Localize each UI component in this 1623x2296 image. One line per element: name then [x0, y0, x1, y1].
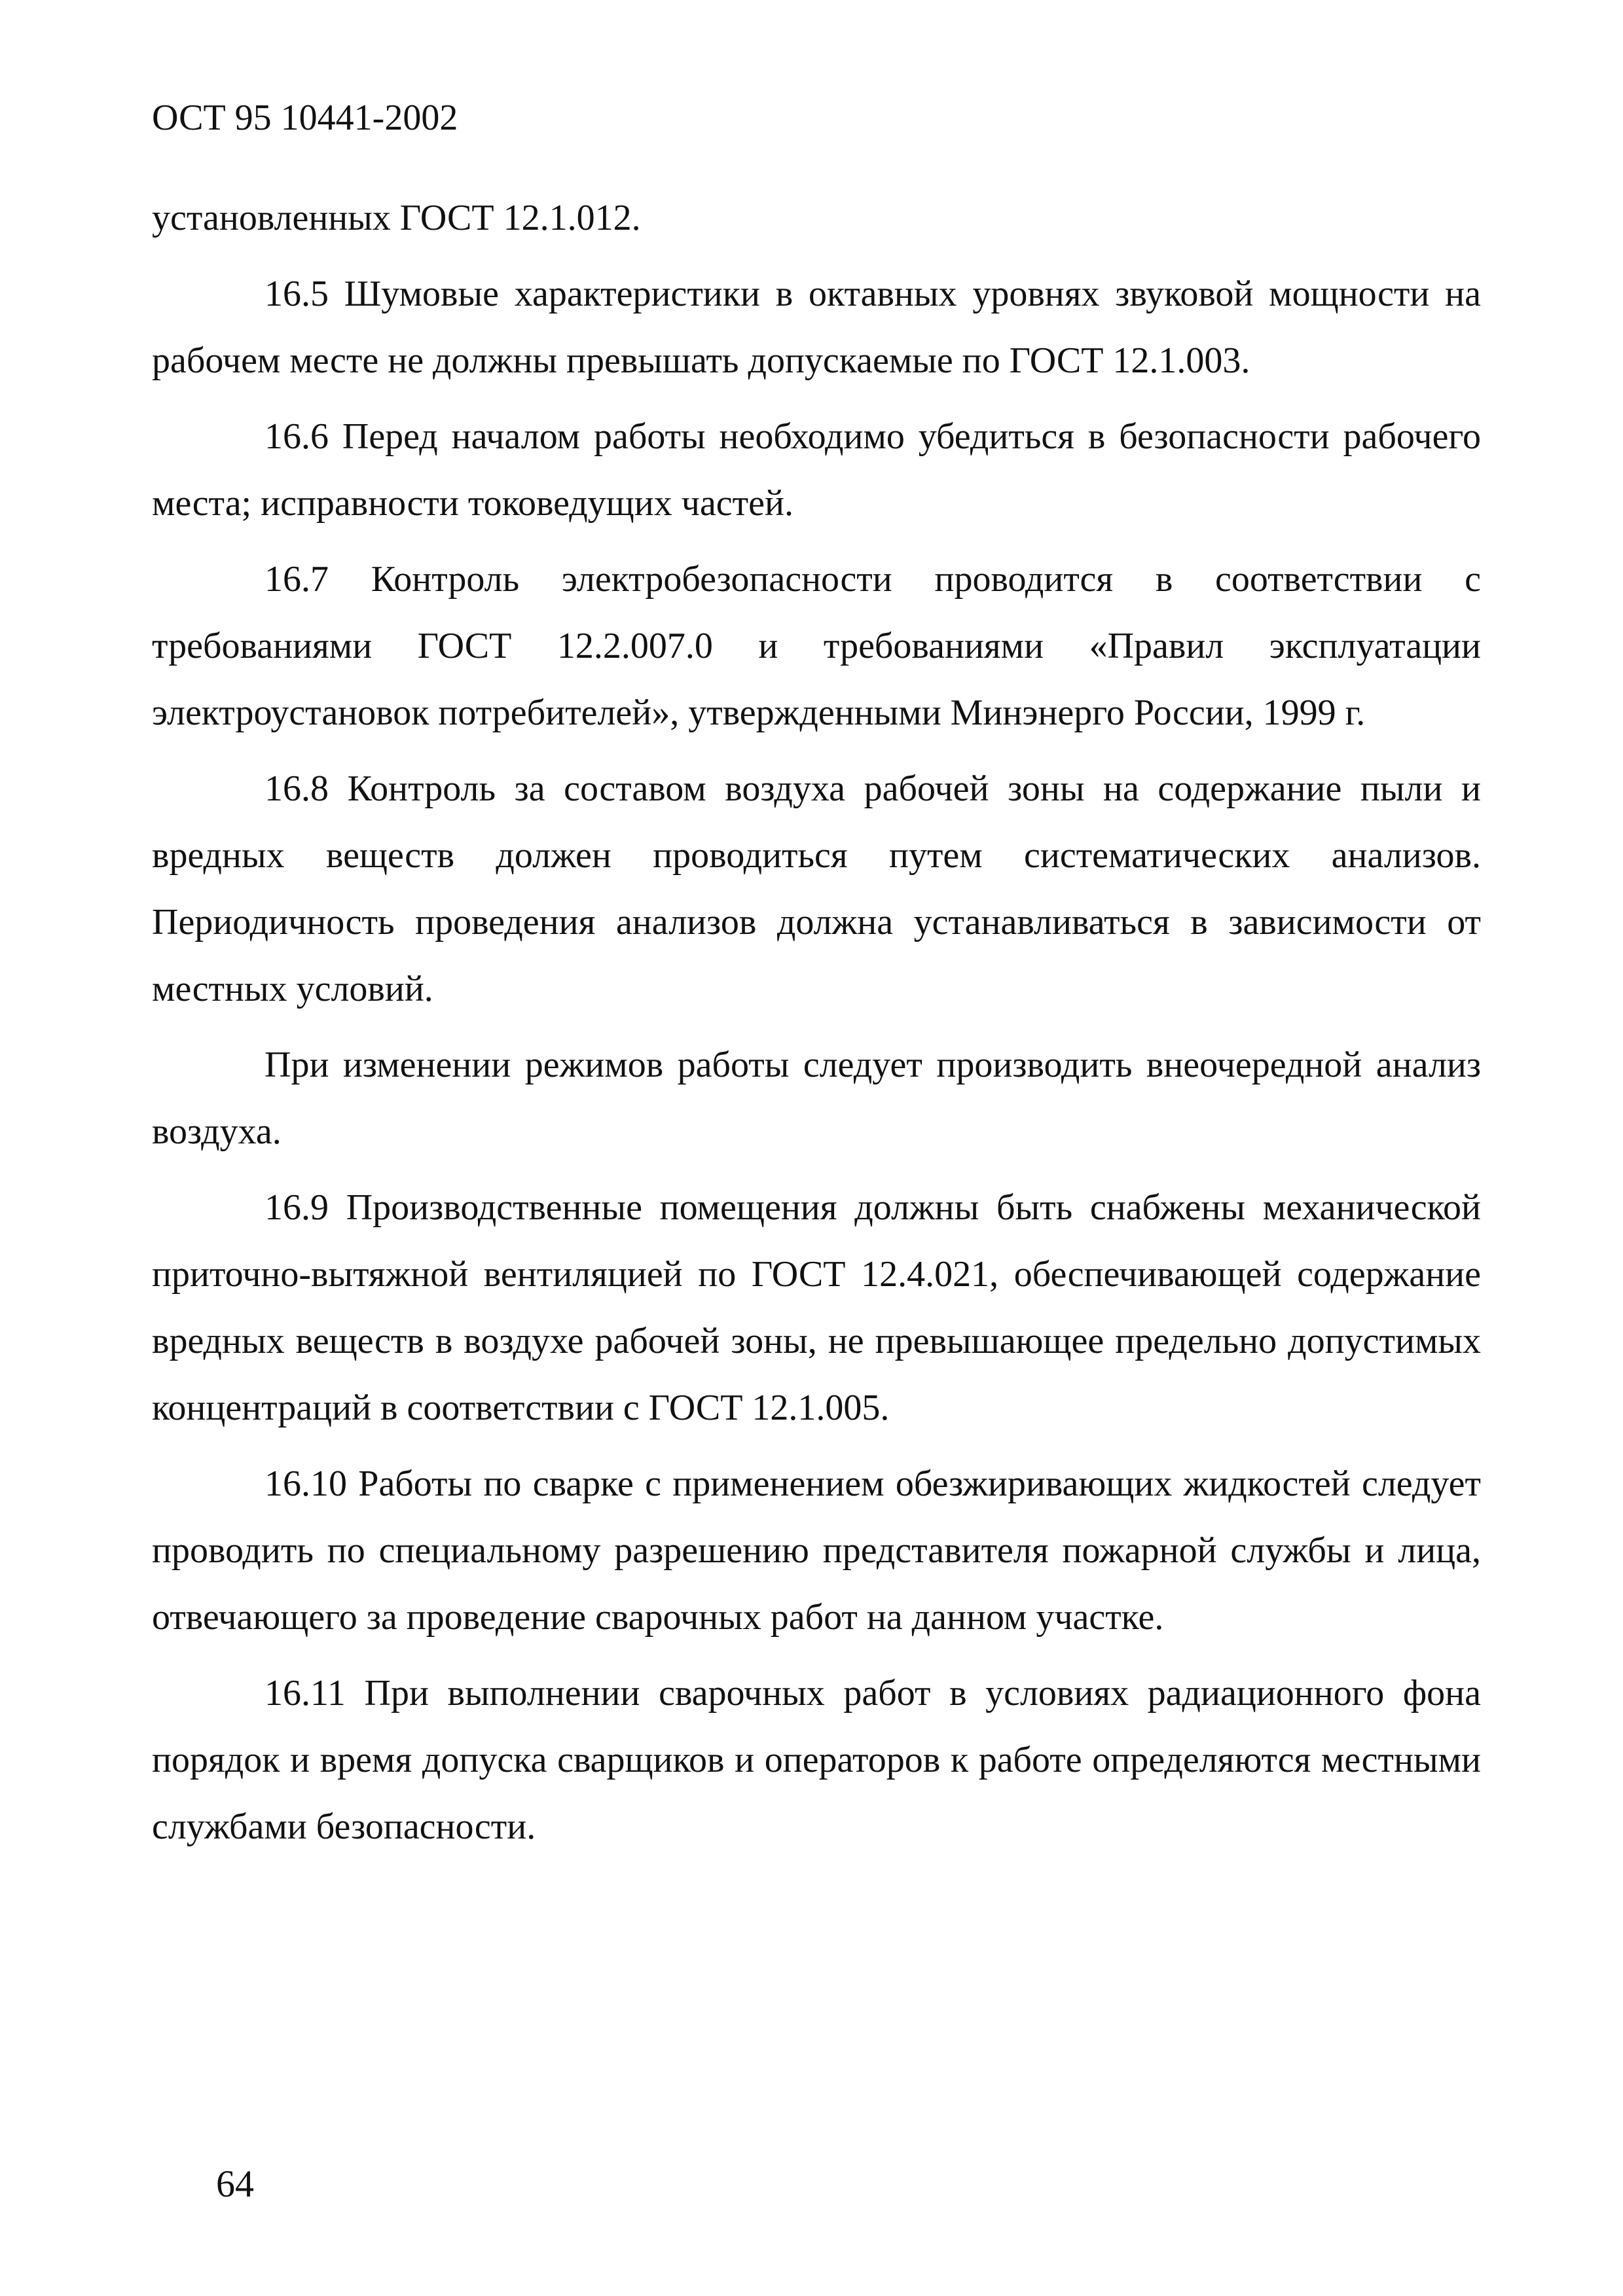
- paragraph-16-6: 16.6 Перед началом работы необходимо убедиться в безопасности рабочего места; исправности токоведущих частей.: [152, 416, 1481, 524]
- page-number: 64: [216, 2162, 254, 2205]
- paragraph-16-8-note: При изменении режимов работы следует производить внеочередной анализ воздуха.: [152, 1045, 1481, 1152]
- paragraph-continuation: установленных ГОСТ 12.1.012.: [152, 198, 641, 238]
- paragraph-16-5: 16.5 Шумовые характеристики в октавных уровнях звуковой мощности на рабочем месте не должны превышать допускаемые по ГОСТ 12.1.003.: [152, 274, 1481, 381]
- paragraph-16-9: 16.9 Производственные помещения должны быть снабжены механической приточно-вытяжной вентиляцией по ГОСТ 12.4.021, обеспечивающей содержание вредных веществ в воздухе рабочей зоны, не превышающее предельно допустимых концентраций в соответствии с ГОСТ 12.1.005.: [152, 1187, 1481, 1428]
- paragraph-16-10: 16.10 Работы по сварке с применением обезжиривающих жидкостей следует проводить по специальному разрешению представителя пожарной службы и лица, отвечающего за проведение сварочных работ на данном участке.: [152, 1463, 1481, 1638]
- paragraph-16-7: 16.7 Контроль электробезопасности проводится в соответствии с требованиями ГОСТ 12.2.007.0 и требованиями «Правил эксплуатации электроустановок потребителей», утвержденными Минэнерго России, 1999 г.: [152, 559, 1481, 733]
- paragraph-16-8: 16.8 Контроль за составом воздуха рабочей зоны на содержание пыли и вредных веществ должен проводиться путем систематических анализов. Периодичность проведения анализов должна устанавливаться в зависимости от местных условий.: [152, 768, 1481, 1009]
- body-text: [152, 185, 1481, 1860]
- paragraph-16-11: 16.11 При выполнении сварочных работ в условиях радиационного фона порядок и время допуска сварщиков и операторов к работе определяются местными службами безопасности.: [152, 1673, 1481, 1847]
- document-code: ОСТ 95 10441-2002: [152, 98, 458, 138]
